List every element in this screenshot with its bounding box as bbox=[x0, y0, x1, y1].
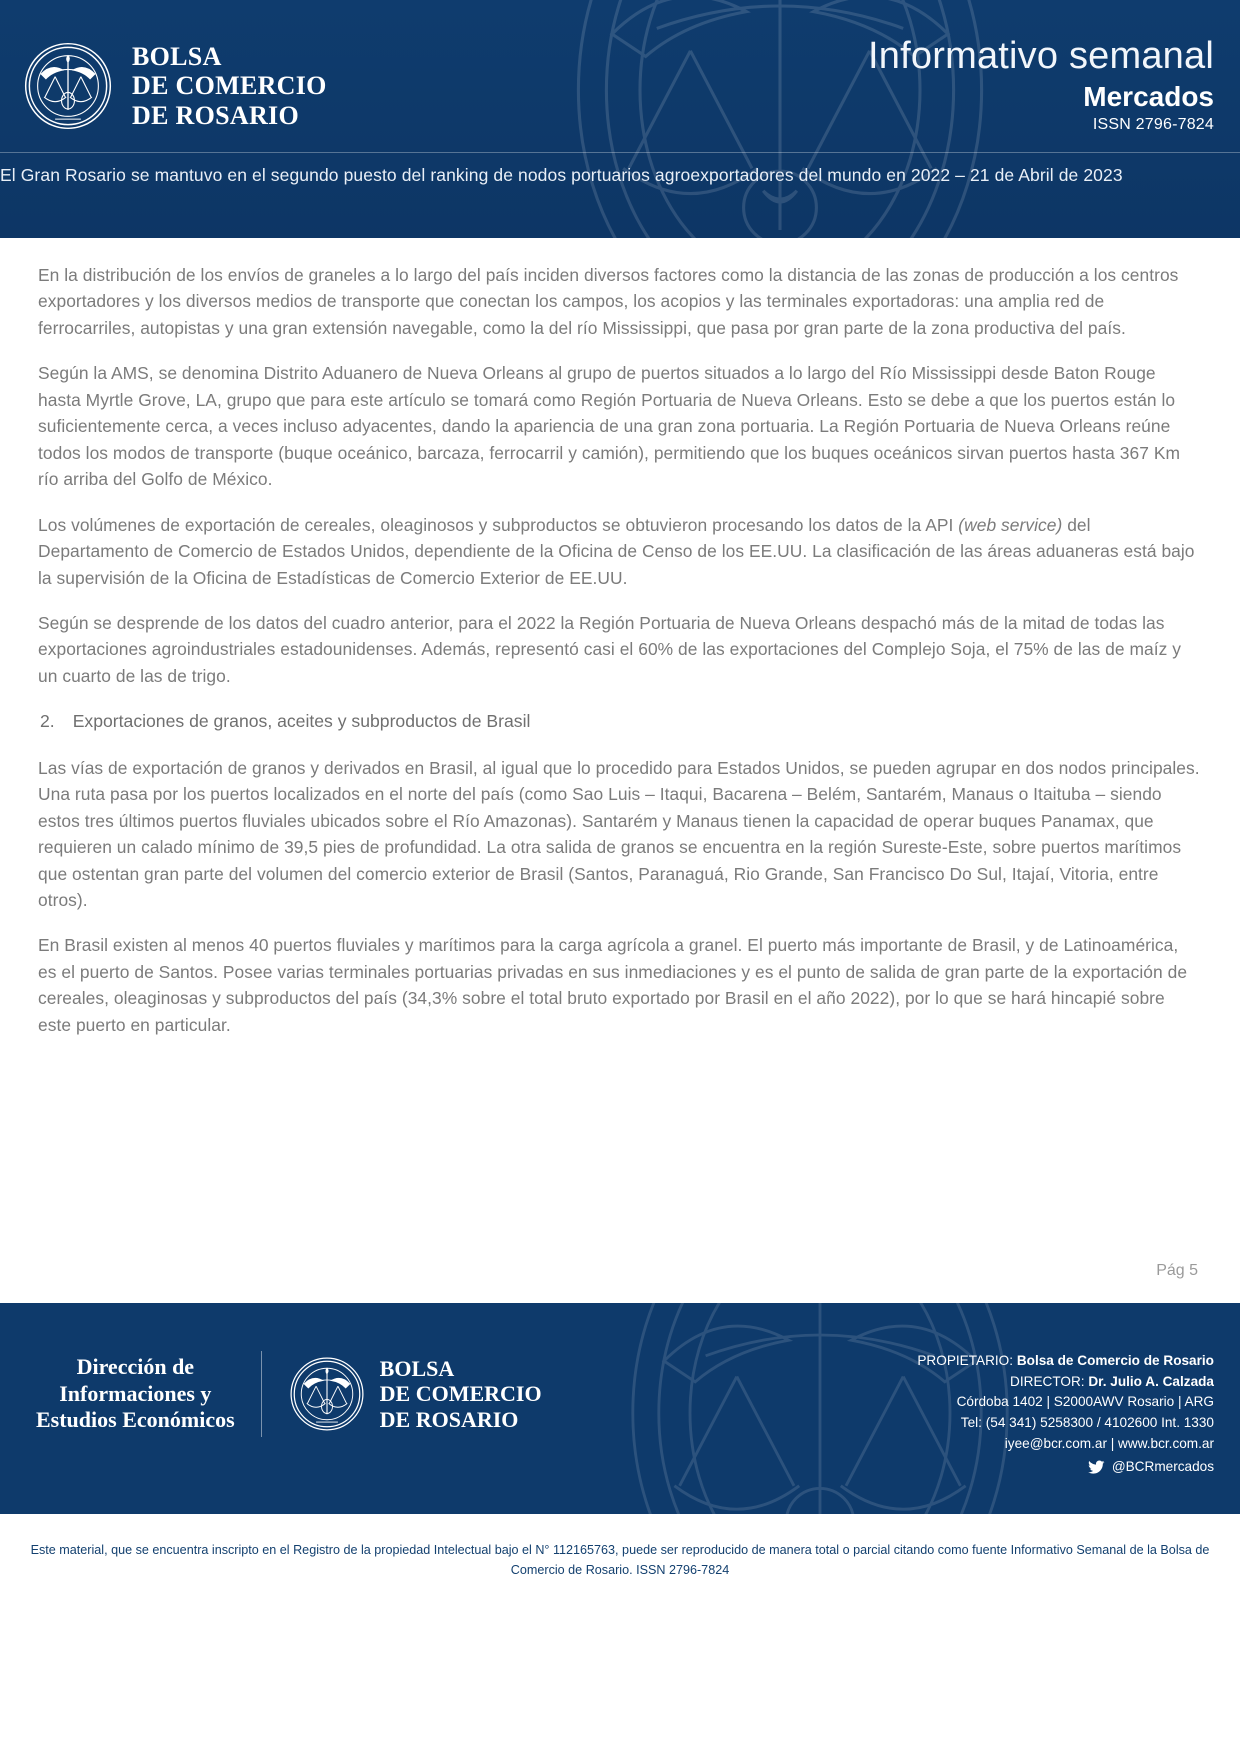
bcr-seal-icon bbox=[22, 40, 114, 132]
owner-label: PROPIETARIO: bbox=[917, 1353, 1014, 1368]
issn-label: ISSN 2796-7824 bbox=[1092, 115, 1214, 133]
footer-divider bbox=[261, 1351, 262, 1437]
director-label: DIRECTOR: bbox=[1010, 1373, 1085, 1389]
address-line: Córdoba 1402 | S2000AWV Rosario | ARG bbox=[956, 1394, 1214, 1410]
twitter-bird-icon bbox=[1088, 1460, 1105, 1475]
section-title: Exportaciones de granos, aceites y subproductos de Brasil bbox=[72, 711, 531, 732]
footer-brand-name bbox=[380, 1356, 542, 1431]
section-heading-2 bbox=[40, 708, 1200, 734]
department-line-1: Dirección de bbox=[76, 1353, 195, 1379]
document-content bbox=[0, 238, 1240, 1057]
footer-left-block bbox=[36, 1351, 542, 1437]
owner-row bbox=[917, 1351, 1214, 1372]
phone-line: Tel: (54 341) 5258300 / 4102600 Int. 1330 bbox=[960, 1414, 1214, 1430]
masthead-title: Informativo semanal bbox=[868, 35, 1214, 77]
brand-line-2: DE COMERCIO bbox=[132, 71, 327, 101]
page-number: Pág 5 bbox=[1156, 1262, 1198, 1279]
footer-brand-line-3: DE ROSARIO bbox=[379, 1406, 519, 1432]
director-value: Dr. Julio A. Calzada bbox=[1088, 1373, 1214, 1389]
legal-notice: Este material, que se encuentra inscripto en el Registro de la propiedad Intelectual bajo el N° 112165763, puede ser reproducido de manera total o parcial citando como fuente Informativo Semanal de la Bolsa de Comercio de Rosario. ISSN 2796-7824 bbox=[30, 1543, 1210, 1578]
section-number: 2. bbox=[40, 711, 55, 732]
owner-value: Bolsa de Comercio de Rosario bbox=[1016, 1353, 1214, 1368]
department-name bbox=[36, 1354, 235, 1434]
paragraph: En Brasil existen al menos 40 puertos fluviales y marítimos para la carga agrícola a granel. El puerto más importante de Brasil, y de Latinoamérica, es el puerto de Santos. Posee varias terminales portuarias privadas en sus inmediaciones y es el punto de salida de gran parte de la exportación de cereales, oleaginosas y subproductos del país (34,3% sobre el total bruto exportado por Brasil en el año 2022), por lo que se hará hincapié sobre este puerto en particular. bbox=[38, 935, 1188, 1035]
brand-line-3: DE ROSARIO bbox=[132, 100, 299, 130]
twitter-handle[interactable]: @BCRmercados bbox=[1111, 1459, 1214, 1475]
brand-line-1: BOLSA bbox=[132, 42, 222, 72]
director-row bbox=[917, 1372, 1214, 1393]
document-footer bbox=[0, 1303, 1240, 1514]
paragraph: Según se desprende de los datos del cuadro anterior, para el 2022 la Región Portuaria de Nueva Orleans despachó más de la mitad de todas las exportaciones agroindustriales estadounidenses. Además, representó casi el 60% de las exportaciones del Complejo Soja, el 75% de las de maíz y un cuarto de las de trigo. bbox=[38, 612, 1181, 686]
bcr-seal-icon bbox=[288, 1355, 366, 1433]
paragraph: Según la AMS, se denomina Distrito Aduanero de Nueva Orleans al grupo de puertos situados a lo largo del Río Mississippi desde Baton Rouge hasta Myrtle Grove, LA, grupo que para este artículo se tomará como Región Portuaria de Nueva Orleans. Esto se debe a que los puertos están lo suficientemente cerca, a veces incluso adyacentes, dando la apariencia de una gran zona portuaria. La Región Portuaria de Nueva Orleans reúne todos los modos de transporte (buque oceánico, barcaza, ferrocarril y camión), permitiendo que los buques oceánicos sirvan puertos hasta 367 Km río arriba del Golfo de México. bbox=[38, 363, 1181, 490]
footer-brand-line-1: BOLSA bbox=[379, 1356, 455, 1382]
paragraph-api-pre: Los volúmenes de exportación de cereales, oleaginosos y subproductos se obtuvieron procesando los datos de la API bbox=[38, 514, 959, 535]
paragraph-api-post: del Departamento de Comercio de Estados Unidos, dependiente de la Oficina de Censo de los EE.UU. La clasificación de las áreas aduaneras está bajo la supervisión de la Oficina de Estadísticas de Comercio Exterior de EE.UU. bbox=[38, 514, 1195, 588]
twitter-row[interactable] bbox=[917, 1457, 1214, 1478]
footer-brand-line-2: DE COMERCIO bbox=[379, 1381, 542, 1407]
article-subtitle: El Gran Rosario se mantuvo en el segundo puesto del ranking de nodos portuarios agroexportadores del mundo en 2022 – 21 de Abril de 2023 bbox=[0, 165, 1123, 185]
department-line-3: Estudios Económicos bbox=[36, 1407, 235, 1433]
document-header bbox=[0, 0, 1240, 238]
footer-brand-lockup bbox=[288, 1355, 542, 1433]
brand-lockup bbox=[22, 40, 327, 132]
paragraph: En la distribución de los envíos de graneles a lo largo del país inciden diversos factores como la distancia de las zonas de producción a los centros exportadores y los diversos medios de transporte que conectan los campos, los acopios y las terminales exportadoras: una amplia red de ferrocarriles, autopistas y una gran extensión navegable, como la del río Mississippi, que pasa por gran parte de la zona productiva del país. bbox=[38, 265, 1179, 338]
web-line[interactable]: iyee@bcr.com.ar | www.bcr.com.ar bbox=[1004, 1435, 1214, 1451]
paragraph: Las vías de exportación de granos y derivados en Brasil, al igual que lo procedido para Estados Unidos, se pueden agrupar en dos nodos principales. Una ruta pasa por los puertos localizados en el norte del país (como Sao Luis – Itaqui, Bacarena – Belém, Santarém, Manaus o Itaituba – siendo estos tres últimos puertos fluviales ubicados sobre el Río Amazonas). Santarém y Manaus tienen la capacidad de operar buques Panamax, que requieren un calado mínimo de 39,5 pies de profundidad. La otra salida de granos se encuentra en la región Sureste-Este, sobre puertos marítimos que ostentan gran parte del volumen del comercio exterior de Brasil (Santos, Paranaguá, Rio Grande, San Francisco Do Sul, Itajaí, Vitoria, entre otros). bbox=[38, 757, 1200, 910]
paragraph-api-italic: (web service) bbox=[958, 514, 1063, 535]
footer-contact-block bbox=[917, 1351, 1214, 1478]
header-divider bbox=[0, 152, 1240, 153]
brand-name bbox=[132, 42, 327, 129]
department-line-2: Informaciones y bbox=[59, 1380, 212, 1406]
paragraph-api bbox=[38, 512, 1200, 591]
masthead bbox=[868, 36, 1214, 134]
masthead-subtitle: Mercados bbox=[1083, 80, 1214, 112]
